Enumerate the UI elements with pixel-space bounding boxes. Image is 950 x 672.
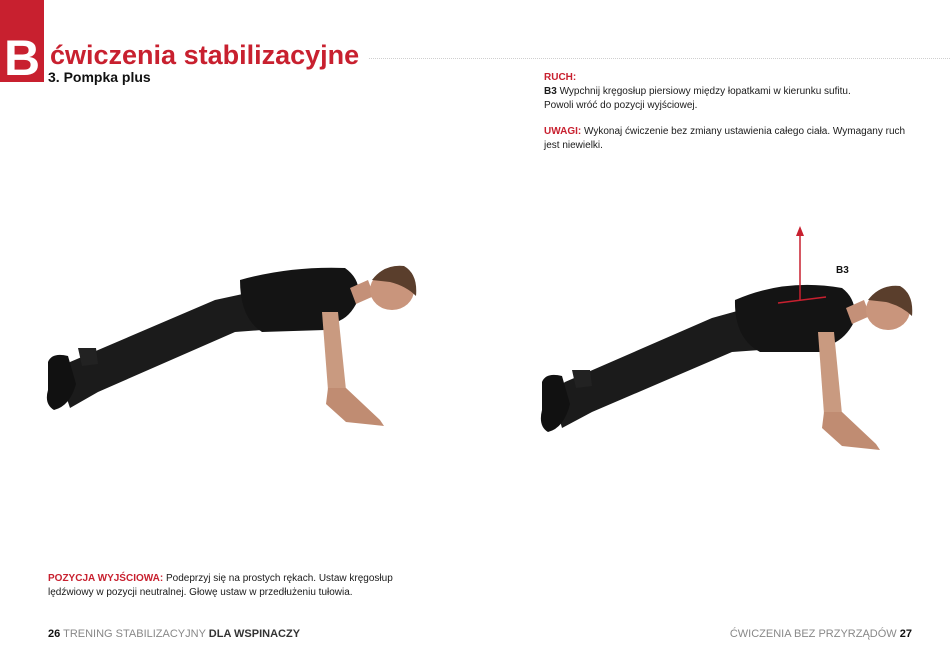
page-title: ćwiczenia stabilizacyjne bbox=[50, 40, 360, 70]
section-letter: B bbox=[4, 30, 41, 86]
plank-figure-b3 bbox=[541, 226, 912, 450]
start-position-text: Podeprzyj się na prostych rękach. Ustaw kręgosłup lędźwiowy w pozycji neutralnej. Głowę ustaw w przedłużeniu tułowia. bbox=[48, 573, 393, 598]
movement-code: B3 bbox=[544, 86, 557, 97]
footer-left-text: TRENING STABILIZACYJNY bbox=[63, 628, 206, 640]
movement-text-2: Powoli wróć do pozycji wyjściowej. bbox=[544, 100, 698, 111]
notes-text: Wykonaj ćwiczenie bez zmiany ustawienia całego ciała. Wymagany ruch jest niewielki. bbox=[544, 126, 906, 151]
footer-left-bold: DLA WSPINACZY bbox=[208, 628, 301, 640]
footer-right-text: ĆWICZENIA BEZ PRZYRZĄDÓW bbox=[729, 628, 897, 640]
movement-label: RUCH: bbox=[544, 72, 577, 83]
movement-text-1: Wypchnij kręgosłup piersiowy między łopatkami w kierunku sufitu. bbox=[559, 86, 851, 97]
notes-label: UWAGI: bbox=[544, 126, 582, 137]
b3-marker-label: B3 bbox=[836, 265, 849, 276]
right-page-number: 27 bbox=[899, 628, 912, 640]
b3-arrow-head bbox=[796, 226, 804, 236]
footer-left bbox=[48, 628, 300, 640]
plank-figure-start bbox=[47, 266, 416, 426]
left-page-number: 26 bbox=[48, 628, 61, 640]
footer-right bbox=[730, 628, 912, 640]
exercise-subtitle: 3. Pompka plus bbox=[48, 69, 151, 85]
start-position-label: POZYCJA WYJŚCIOWA: bbox=[48, 573, 164, 584]
